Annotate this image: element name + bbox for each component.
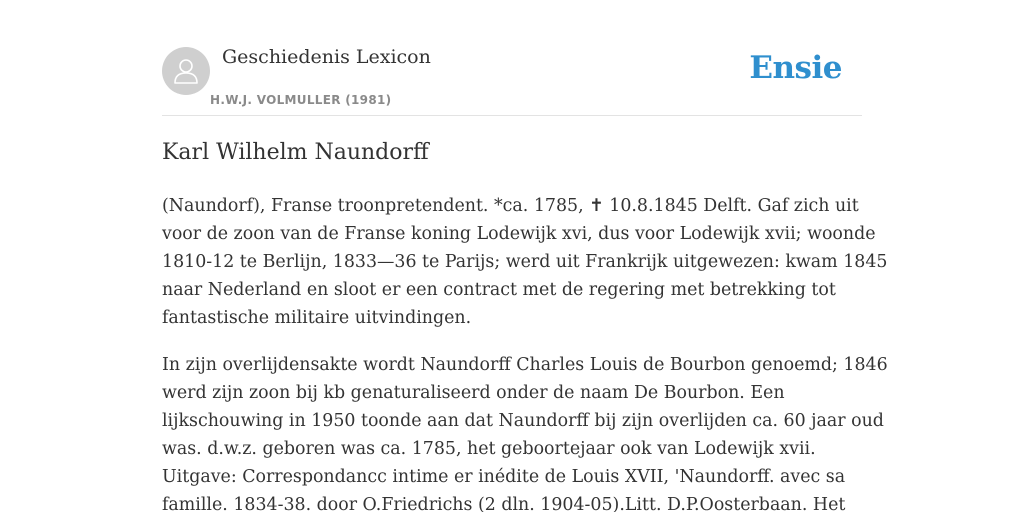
text-line: lijkschouwing in 1950 toonde aan dat Naundorff bij zijn overlijden ca. 60 jaar oud	[162, 411, 884, 431]
text-line: fantastische militaire uitvindingen.	[162, 308, 472, 328]
source-title[interactable]: Geschiedenis Lexicon	[222, 46, 431, 68]
user-icon	[171, 56, 201, 86]
author-name[interactable]: H.W.J. VOLMULLER (1981)	[210, 93, 392, 107]
text-line: werd zijn zoon bij kb genaturaliseerd onder de naam De Bourbon. Een	[162, 383, 785, 403]
article-header	[162, 0, 862, 116]
text-line: famille. 1834-38. door O.Friedrichs (2 dln. 1904-05).Litt. D.P.Oosterbaan. Het	[162, 495, 846, 512]
text-line: In zijn overlijdensakte wordt Naundorff Charles Louis de Bourbon genoemd; 1846	[162, 355, 888, 375]
text-line: (Naundorf), Franse troonpretendent. *ca. 1785, ✝ 10.8.1845 Delft. Gaf zich uit	[162, 196, 859, 216]
text-line: Uitgave: Correspondancc intime er inédite de Louis XVII, 'Naundorff. avec sa	[162, 467, 846, 487]
paragraph-2	[162, 351, 888, 512]
article-container	[162, 0, 888, 512]
author-avatar[interactable]	[162, 47, 210, 95]
ensie-logo[interactable]: Ensie	[749, 50, 842, 86]
entry-title: Karl Wilhelm Naundorff	[162, 140, 429, 165]
paragraph-1	[162, 192, 888, 332]
text-line: naar Nederland en sloot er een contract met de regering met betrekking tot	[162, 280, 836, 300]
text-line: was. d.w.z. geboren was ca. 1785, het geboortejaar ook van Lodewijk xvii.	[162, 439, 816, 459]
entry-body	[162, 192, 888, 512]
text-line: voor de zoon van de Franse koning Lodewijk xvi, dus voor Lodewijk xvii; woonde	[162, 224, 876, 244]
text-line: 1810-12 te Berlijn, 1833—36 te Parijs; werd uit Frankrijk uitgewezen: kwam 1845	[162, 252, 888, 272]
